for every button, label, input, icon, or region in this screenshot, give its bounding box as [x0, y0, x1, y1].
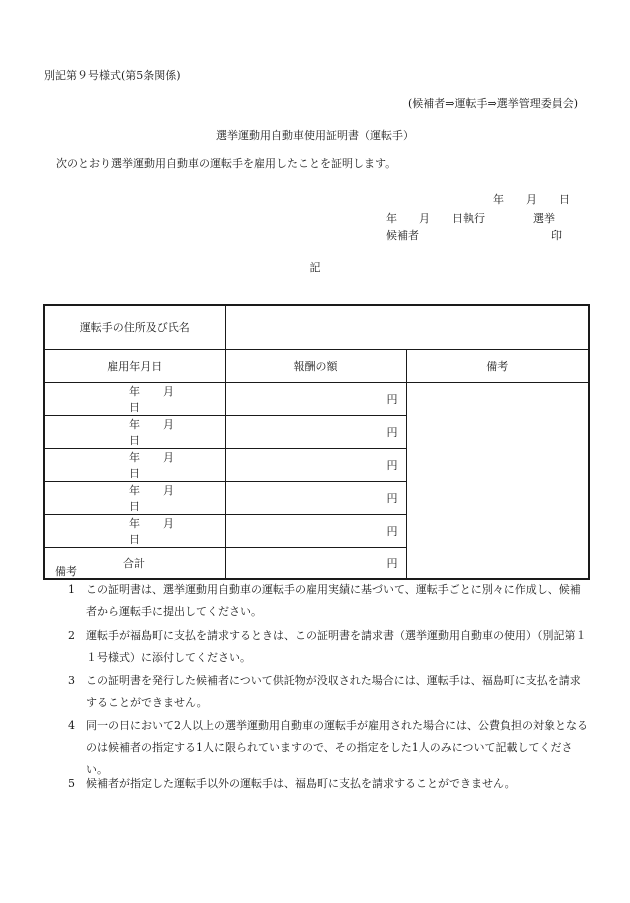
note-text: 運転手が福島町に支払を請求するときは、この証明書を請求書（選挙運動用自動車の使用）（別記第１１号様式）に添付してください。 — [86, 629, 587, 664]
header-row — [44, 349, 589, 382]
note-number: 4 — [68, 719, 75, 732]
note-text: 候補者が指定した運転手以外の運転手は、福島町に支払を請求することができません。 — [86, 777, 516, 790]
driver-label: 運転手の住所及び氏名 — [44, 305, 225, 349]
total-amount-cell[interactable]: 円 — [225, 547, 406, 579]
note-number: 5 — [68, 777, 75, 790]
election-label: 選挙 — [533, 212, 555, 225]
total-label: 合計 — [44, 547, 225, 579]
candidate-line — [386, 227, 562, 243]
intro-statement: 次のとおり選挙運動用自動車の運転手を雇用したことを証明します。 — [56, 157, 397, 170]
note-item — [68, 773, 588, 795]
note-number: 1 — [68, 583, 75, 596]
amount-cell[interactable]: 円 — [225, 481, 406, 514]
submission-flow: (候補者⇒運転手⇒選挙管理委員会) — [407, 97, 578, 110]
col-header-remuneration: 報酬の額 — [225, 349, 406, 382]
ki-heading: 記 — [309, 261, 321, 274]
table-row — [44, 382, 589, 415]
date-cell[interactable]: 年 月日 — [44, 415, 225, 448]
document-title: 選挙運動用自動車使用証明書（運転手） — [216, 129, 414, 142]
driver-field[interactable] — [225, 305, 589, 349]
election-date — [386, 210, 555, 226]
amount-cell[interactable]: 円 — [225, 448, 406, 481]
note-text: 同一の日において2人以上の選挙運動用自動車の運転手が雇用された場合には、公費負担の対象となるのは候補者の指定する1人に限られていますので、その指定をした1人のみについて記載してください。 — [86, 719, 588, 776]
election-date-text: 年 月 日執行 — [386, 212, 485, 225]
col-header-employment-date: 雇用年月日 — [44, 349, 225, 382]
driver-row — [44, 305, 589, 349]
note-text: この証明書を発行した候補者について供託物が没収された場合には、運転手は、福島町に支払を請求することができません。 — [86, 674, 581, 709]
note-item — [68, 625, 588, 669]
seal-mark: 印 — [551, 229, 562, 242]
amount-cell[interactable]: 円 — [225, 415, 406, 448]
note-number: 3 — [68, 674, 75, 687]
note-item — [68, 579, 588, 623]
notes-heading: 備考 — [55, 565, 77, 578]
certificate-table — [43, 304, 590, 580]
form-number: 別記第９号様式(第5条関係) — [44, 69, 181, 82]
col-header-remarks: 備考 — [406, 349, 589, 382]
note-number: 2 — [68, 629, 75, 642]
date-cell[interactable]: 年 月日 — [44, 448, 225, 481]
date-cell[interactable]: 年 月日 — [44, 514, 225, 547]
note-item — [68, 715, 588, 781]
remarks-cell[interactable] — [406, 382, 589, 579]
date-cell[interactable]: 年 月日 — [44, 481, 225, 514]
note-item — [68, 670, 588, 714]
note-text: この証明書は、選挙運動用自動車の運転手の雇用実績に基づいて、運転手ごとに別々に作成し、候補者から運転手に提出してください。 — [86, 583, 581, 618]
amount-cell[interactable]: 円 — [225, 382, 406, 415]
candidate-label: 候補者 — [386, 229, 419, 242]
issue-date: 年 月 日 — [493, 193, 570, 206]
amount-cell[interactable]: 円 — [225, 514, 406, 547]
date-cell[interactable]: 年 月日 — [44, 382, 225, 415]
